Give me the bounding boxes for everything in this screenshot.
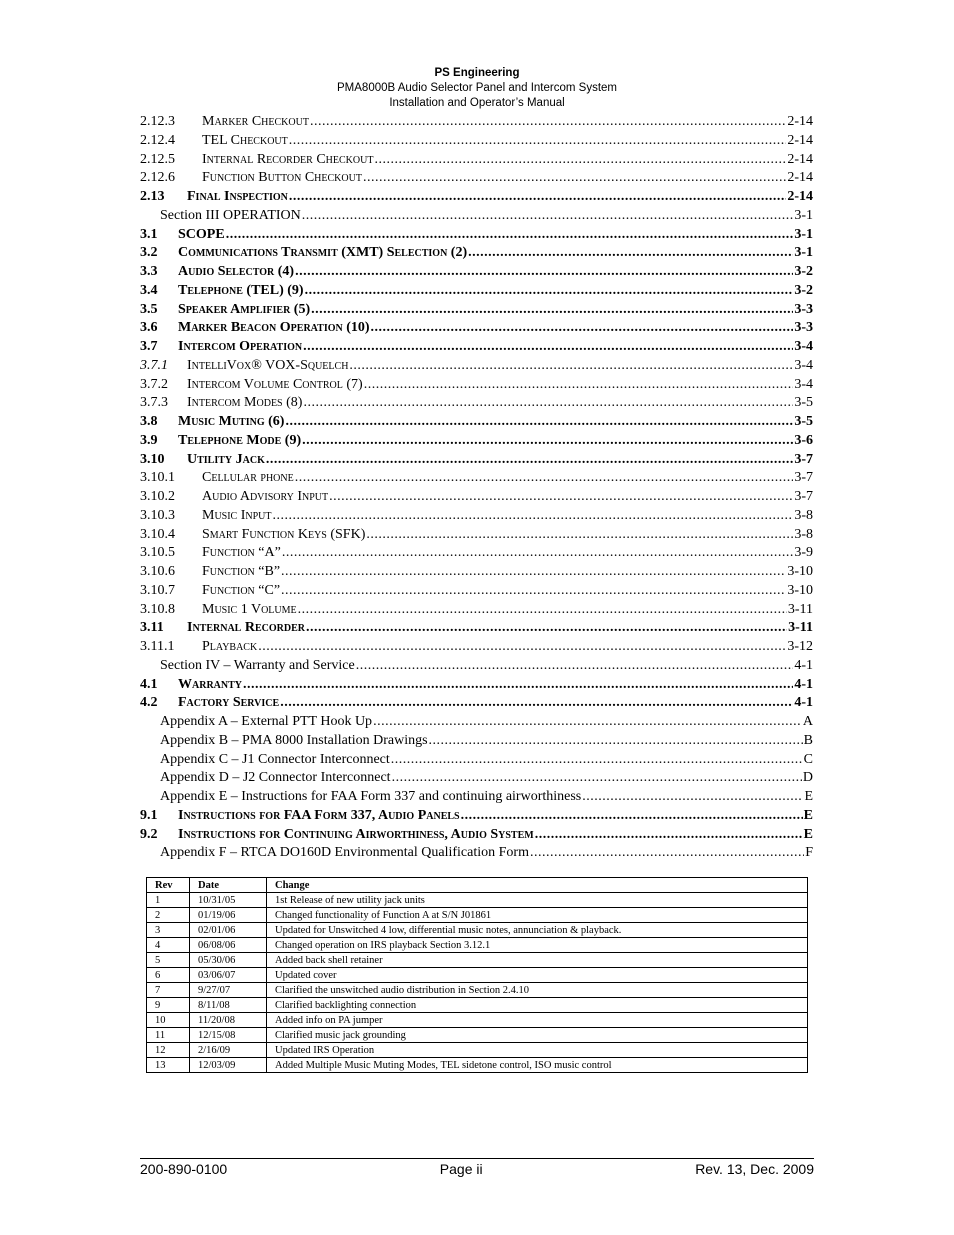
toc-dot-leader	[285, 413, 793, 432]
toc-entry[interactable]	[140, 563, 813, 582]
toc-entry-page: 4-1	[794, 695, 813, 711]
toc-dot-leader	[298, 601, 787, 620]
toc-entry[interactable]	[140, 544, 813, 563]
toc-entry-number: 3.11.1	[140, 639, 175, 654]
toc-entry[interactable]	[140, 601, 813, 620]
change-cell: Updated cover	[267, 968, 808, 983]
toc-entry[interactable]	[140, 169, 813, 188]
date-cell: 02/01/06	[190, 923, 267, 938]
toc-dot-leader	[282, 544, 794, 563]
toc-entry-page: 2-14	[787, 151, 813, 167]
toc-entry-page: 2-14	[787, 114, 813, 129]
toc-dot-leader	[295, 263, 793, 282]
toc-entry-title: Appendix F – RTCA DO160D Environmental Qualification Form	[160, 845, 529, 861]
toc-entry-title: Function “C”	[202, 582, 281, 598]
toc-entry-number: 3.11	[140, 620, 164, 636]
toc-entry[interactable]	[140, 657, 813, 676]
toc-dot-leader	[303, 338, 793, 357]
toc-dot-leader	[535, 826, 803, 845]
toc-entry-title: Audio Selector (4)	[178, 264, 295, 279]
toc-entry-page: 2-14	[787, 189, 813, 204]
table-row	[147, 953, 808, 968]
toc-entry-page: 3-4	[794, 339, 813, 354]
date-cell: 8/11/08	[190, 998, 267, 1013]
manual-title: Installation and Operator’s Manual	[389, 97, 565, 109]
toc-entry[interactable]	[140, 188, 813, 207]
toc-entry-title: Final Inspection	[187, 189, 288, 204]
toc-entry-number: 2.12.6	[140, 170, 175, 186]
toc-entry-number: 3.1	[140, 226, 158, 242]
toc-entry-title: IntelliVox® VOX-Squelch	[187, 357, 349, 373]
toc-entry-page: D	[802, 770, 813, 786]
toc-entry-title: Appendix B – PMA 8000 Installation Drawings	[160, 732, 428, 748]
date-cell: 01/19/06	[190, 908, 267, 923]
toc-dot-leader	[289, 188, 786, 207]
toc-entry-number: 3.7.2	[140, 376, 168, 392]
toc-entry-page: E	[803, 826, 813, 842]
toc-entry-page: 2-14	[787, 170, 813, 186]
rev-cell: 4	[147, 938, 190, 953]
toc-entry[interactable]	[140, 244, 813, 263]
date-cell: 05/30/06	[190, 953, 267, 968]
rev-cell: 5	[147, 953, 190, 968]
toc-dot-leader	[468, 244, 793, 263]
rev-cell: 9	[147, 998, 190, 1013]
toc-entry[interactable]	[140, 432, 813, 451]
toc-dot-leader	[226, 226, 794, 245]
toc-dot-leader	[461, 807, 803, 826]
toc-entry-title: Function “A”	[202, 545, 281, 561]
toc-dot-leader	[363, 169, 786, 188]
table-row	[147, 908, 808, 923]
toc-entry-number: 4.1	[140, 676, 158, 692]
toc-entry-title: Cellular phone	[202, 470, 294, 486]
toc-entry[interactable]	[140, 713, 813, 732]
toc-entry-title: Playback	[202, 639, 258, 654]
toc-entry-number: 3.2	[140, 245, 158, 261]
toc-entry-page: 3-10	[787, 564, 813, 579]
toc-dot-leader	[289, 132, 787, 151]
toc-dot-leader	[364, 376, 794, 395]
toc-entry-title: TEL Checkout	[202, 132, 288, 148]
toc-dot-leader	[366, 526, 793, 545]
toc-entry-page: 3-10	[787, 582, 813, 598]
toc-entry[interactable]	[140, 526, 813, 545]
toc-entry-number: 3.10.8	[140, 601, 175, 617]
toc-dot-leader	[349, 357, 793, 376]
rev-cell: 3	[147, 923, 190, 938]
rev-cell: 1	[147, 893, 190, 908]
toc-entry[interactable]	[140, 844, 813, 863]
toc-dot-leader	[429, 732, 803, 751]
toc-entry[interactable]	[140, 226, 813, 245]
toc-entry-page: 3-6	[794, 432, 813, 448]
page-footer	[140, 1161, 814, 1177]
toc-dot-leader	[302, 432, 793, 451]
date-cell: 10/31/05	[190, 893, 267, 908]
toc-entry-page: 3-7	[794, 489, 813, 504]
toc-entry-number: 3.10.1	[140, 470, 175, 486]
toc-entry-page: 3-4	[794, 357, 813, 373]
change-cell: Added back shell retainer	[267, 953, 808, 968]
rev-cell: 12	[147, 1043, 190, 1058]
toc-entry-title: Telephone Mode (9)	[178, 432, 302, 448]
toc-entry-title: Internal Recorder Checkout	[202, 151, 374, 167]
date-cell: 06/08/06	[190, 938, 267, 953]
toc-dot-leader	[530, 844, 804, 863]
toc-entry[interactable]	[140, 676, 813, 695]
change-cell: Clarified backlighting connection	[267, 998, 808, 1013]
toc-entry[interactable]	[140, 619, 813, 638]
toc-entry-number: 9.2	[140, 826, 158, 842]
toc-entry-title: SCOPE	[178, 226, 225, 242]
toc-entry-page: 3-2	[794, 282, 813, 298]
page-number: Page ii	[439, 1161, 483, 1177]
table-row	[147, 1028, 808, 1043]
toc-entry-page: 4-1	[794, 676, 813, 692]
toc-entry[interactable]	[140, 507, 813, 526]
toc-entry-page: 3-5	[794, 395, 813, 411]
table-row	[147, 938, 808, 953]
toc-dot-leader	[391, 751, 803, 770]
change-cell: Changed operation on IRS playback Section 3.12.1	[267, 938, 808, 953]
toc-entry-number: 3.10.4	[140, 526, 175, 542]
rev-cell: 2	[147, 908, 190, 923]
toc-entry-page: F	[805, 845, 813, 861]
table-row	[147, 968, 808, 983]
toc-entry-number: 2.12.4	[140, 132, 175, 148]
toc-entry-number: 3.10.2	[140, 489, 175, 504]
toc-entry[interactable]	[140, 394, 813, 413]
toc-entry-page: 3-5	[794, 414, 813, 429]
toc-entry-page: 3-8	[794, 526, 813, 542]
table-row	[147, 893, 808, 908]
toc-entry-page: 3-11	[788, 620, 813, 636]
page-header	[0, 66, 954, 111]
toc-entry-title: Factory Service	[178, 695, 280, 711]
toc-entry[interactable]	[140, 151, 813, 170]
toc-dot-leader	[373, 713, 802, 732]
toc-dot-leader	[281, 563, 786, 582]
change-cell: Added Multiple Music Muting Modes, TEL sidetone control, ISO music control	[267, 1058, 808, 1073]
toc-dot-leader	[356, 657, 794, 676]
company-name: PS Engineering	[434, 67, 520, 79]
toc-entry-title: Section III OPERATION	[160, 207, 301, 223]
toc-entry-page: A	[802, 714, 813, 729]
change-cell: Updated IRS Operation	[267, 1043, 808, 1058]
toc-entry-number: 3.7.3	[140, 395, 168, 411]
rev-cell: 10	[147, 1013, 190, 1028]
toc-entry[interactable]	[140, 319, 813, 338]
change-cell: Clarified the unswitched audio distribution in Section 2.4.10	[267, 983, 808, 998]
rev-cell: 11	[147, 1028, 190, 1043]
toc-entry-title: Communications Transmit (XMT) Selection (2)	[178, 245, 468, 261]
toc-entry[interactable]	[140, 751, 813, 770]
rev-cell: 6	[147, 968, 190, 983]
change-cell: Updated for Unswitched 4 low, differential music notes, annunciation & playback.	[267, 923, 808, 938]
toc-entry-number: 3.5	[140, 301, 158, 317]
toc-entry-title: Music Muting (6)	[178, 414, 285, 429]
toc-entry-title: Appendix D – J2 Connector Interconnect	[160, 770, 391, 786]
toc-entry-page: B	[803, 732, 813, 748]
toc-entry-page: C	[803, 751, 813, 767]
toc-entry-number: 3.9	[140, 432, 158, 448]
toc-dot-leader	[305, 282, 794, 301]
column-header-change: Change	[267, 878, 808, 893]
toc-entry[interactable]	[140, 638, 813, 657]
toc-entry-title: Function “B”	[202, 564, 281, 579]
toc-entry-number: 3.10.5	[140, 545, 175, 561]
revision-history-table	[146, 877, 808, 1073]
change-cell: 1st Release of new utility jack units	[267, 893, 808, 908]
toc-entry-number: 2.12.5	[140, 151, 175, 167]
toc-entry-number: 3.10.6	[140, 564, 175, 579]
toc-entry-number: 3.4	[140, 282, 158, 298]
toc-entry[interactable]	[140, 769, 813, 788]
toc-entry-number: 3.10	[140, 451, 165, 467]
toc-entry[interactable]	[140, 826, 813, 845]
toc-entry-title: Telephone (TEL) (9)	[178, 282, 304, 298]
toc-dot-leader	[295, 469, 794, 488]
toc-entry-title: Utility Jack	[187, 451, 265, 467]
table-of-contents	[140, 113, 813, 863]
toc-entry-title: Marker Beacon Operation (10)	[178, 320, 370, 336]
date-cell: 2/16/09	[190, 1043, 267, 1058]
toc-entry-title: Appendix E – Instructions for FAA Form 337 and continuing airworthiness	[160, 789, 582, 804]
toc-entry-number: 9.1	[140, 807, 158, 823]
toc-dot-leader	[303, 394, 793, 413]
toc-dot-leader	[374, 151, 786, 170]
toc-entry-number: 3.7.1	[140, 357, 168, 373]
toc-entry-page: E	[804, 789, 813, 804]
toc-dot-leader	[302, 207, 794, 226]
table-row	[147, 1013, 808, 1028]
toc-entry-number: 3.7	[140, 339, 158, 354]
toc-entry[interactable]	[140, 113, 813, 132]
toc-entry-number: 3.10.3	[140, 507, 175, 523]
toc-entry[interactable]	[140, 488, 813, 507]
table-row	[147, 1058, 808, 1073]
date-cell: 12/03/09	[190, 1058, 267, 1073]
toc-entry[interactable]	[140, 357, 813, 376]
revision-table-header-row	[147, 878, 808, 893]
table-row	[147, 998, 808, 1013]
toc-entry-page: 3-1	[794, 226, 813, 242]
toc-dot-leader	[258, 638, 786, 657]
toc-entry[interactable]	[140, 338, 813, 357]
toc-entry-title: Speaker Amplifier (5)	[178, 301, 311, 317]
toc-entry-title: Appendix C – J1 Connector Interconnect	[160, 751, 390, 767]
toc-entry-page: 4-1	[794, 657, 813, 673]
revision-date: Rev. 13, Dec. 2009	[695, 1161, 814, 1177]
toc-entry[interactable]	[140, 301, 813, 320]
date-cell: 03/06/07	[190, 968, 267, 983]
toc-entry[interactable]	[140, 582, 813, 601]
table-row	[147, 983, 808, 998]
toc-entry-page: 3-12	[787, 639, 813, 654]
toc-entry[interactable]	[140, 413, 813, 432]
date-cell: 9/27/07	[190, 983, 267, 998]
toc-entry-title: Intercom Volume Control (7)	[187, 376, 363, 392]
toc-entry-title: Music Input	[202, 507, 272, 523]
toc-entry-page: 2-14	[787, 132, 813, 148]
toc-entry[interactable]	[140, 788, 813, 807]
toc-entry-page: 3-7	[794, 470, 813, 486]
toc-entry-page: E	[803, 807, 813, 823]
toc-entry-page: 3-1	[794, 245, 813, 261]
document-number: 200-890-0100	[140, 1161, 228, 1177]
toc-entry-title: Music 1 Volume	[202, 601, 297, 617]
toc-entry-title: Instructions for Continuing Airworthiness, Audio System	[178, 826, 534, 842]
toc-entry[interactable]	[140, 263, 813, 282]
toc-entry-title: Function Button Checkout	[202, 170, 362, 186]
toc-entry-page: 3-7	[794, 451, 813, 467]
toc-entry-number: 3.3	[140, 264, 158, 279]
toc-dot-leader	[266, 451, 793, 470]
toc-entry-page: 3-11	[787, 601, 813, 617]
rev-cell: 7	[147, 983, 190, 998]
change-cell: Added info on PA jumper	[267, 1013, 808, 1028]
toc-entry-title: Marker Checkout	[202, 114, 309, 129]
toc-dot-leader	[306, 619, 787, 638]
toc-entry-page: 3-4	[794, 376, 813, 392]
toc-entry-number: 3.8	[140, 414, 158, 429]
toc-dot-leader	[243, 676, 793, 695]
toc-dot-leader	[371, 319, 794, 338]
toc-dot-leader	[310, 113, 786, 132]
column-header-rev: Rev	[147, 878, 190, 893]
toc-dot-leader	[311, 301, 793, 320]
change-cell: Clarified music jack grounding	[267, 1028, 808, 1043]
toc-entry-title: Intercom Modes (8)	[187, 395, 303, 411]
toc-entry[interactable]	[140, 694, 813, 713]
toc-entry-number: 3.10.7	[140, 582, 175, 598]
rev-cell: 13	[147, 1058, 190, 1073]
toc-entry-number: 4.2	[140, 695, 158, 711]
toc-entry-page: 3-8	[794, 507, 813, 523]
toc-entry-number: 2.13	[140, 189, 165, 204]
toc-entry[interactable]	[140, 376, 813, 395]
change-cell: Changed functionality of Function A at S/N J01861	[267, 908, 808, 923]
table-row	[147, 1043, 808, 1058]
product-name: PMA8000B Audio Selector Panel and Intercom System	[337, 82, 617, 94]
toc-dot-leader	[281, 582, 786, 601]
toc-entry-title: Audio Advisory Input	[202, 489, 329, 504]
toc-entry[interactable]	[140, 469, 813, 488]
toc-entry-title: Instructions for FAA Form 337, Audio Panels	[178, 807, 460, 823]
toc-entry-number: 3.6	[140, 320, 158, 336]
date-cell: 12/15/08	[190, 1028, 267, 1043]
toc-entry-page: 3-3	[794, 320, 813, 336]
toc-entry[interactable]	[140, 732, 813, 751]
toc-entry-title: Smart Function Keys (SFK)	[202, 526, 366, 542]
toc-entry[interactable]	[140, 807, 813, 826]
toc-dot-leader	[582, 788, 803, 807]
toc-entry-page: 3-1	[794, 207, 813, 223]
table-row	[147, 923, 808, 938]
toc-entry-title: Intercom Operation	[178, 339, 303, 354]
date-cell: 11/20/08	[190, 1013, 267, 1028]
toc-entry-title: Internal Recorder	[187, 620, 305, 636]
toc-entry[interactable]	[140, 132, 813, 151]
toc-dot-leader	[392, 769, 802, 788]
toc-entry-title: Appendix A – External PTT Hook Up	[160, 714, 373, 729]
toc-entry-title: Section IV – Warranty and Service	[160, 657, 355, 673]
toc-entry-title: Warranty	[178, 676, 242, 692]
toc-dot-leader	[280, 694, 793, 713]
toc-entry-page: 3-3	[794, 301, 813, 317]
toc-entry[interactable]	[140, 451, 813, 470]
toc-entry-page: 3-9	[794, 545, 813, 561]
toc-dot-leader	[273, 507, 794, 526]
toc-entry[interactable]	[140, 282, 813, 301]
toc-dot-leader	[329, 488, 793, 507]
toc-entry-number: 2.12.3	[140, 114, 175, 129]
column-header-date: Date	[190, 878, 267, 893]
toc-entry-page: 3-2	[794, 264, 813, 279]
toc-entry[interactable]	[140, 207, 813, 226]
footer-rule	[140, 1158, 814, 1159]
